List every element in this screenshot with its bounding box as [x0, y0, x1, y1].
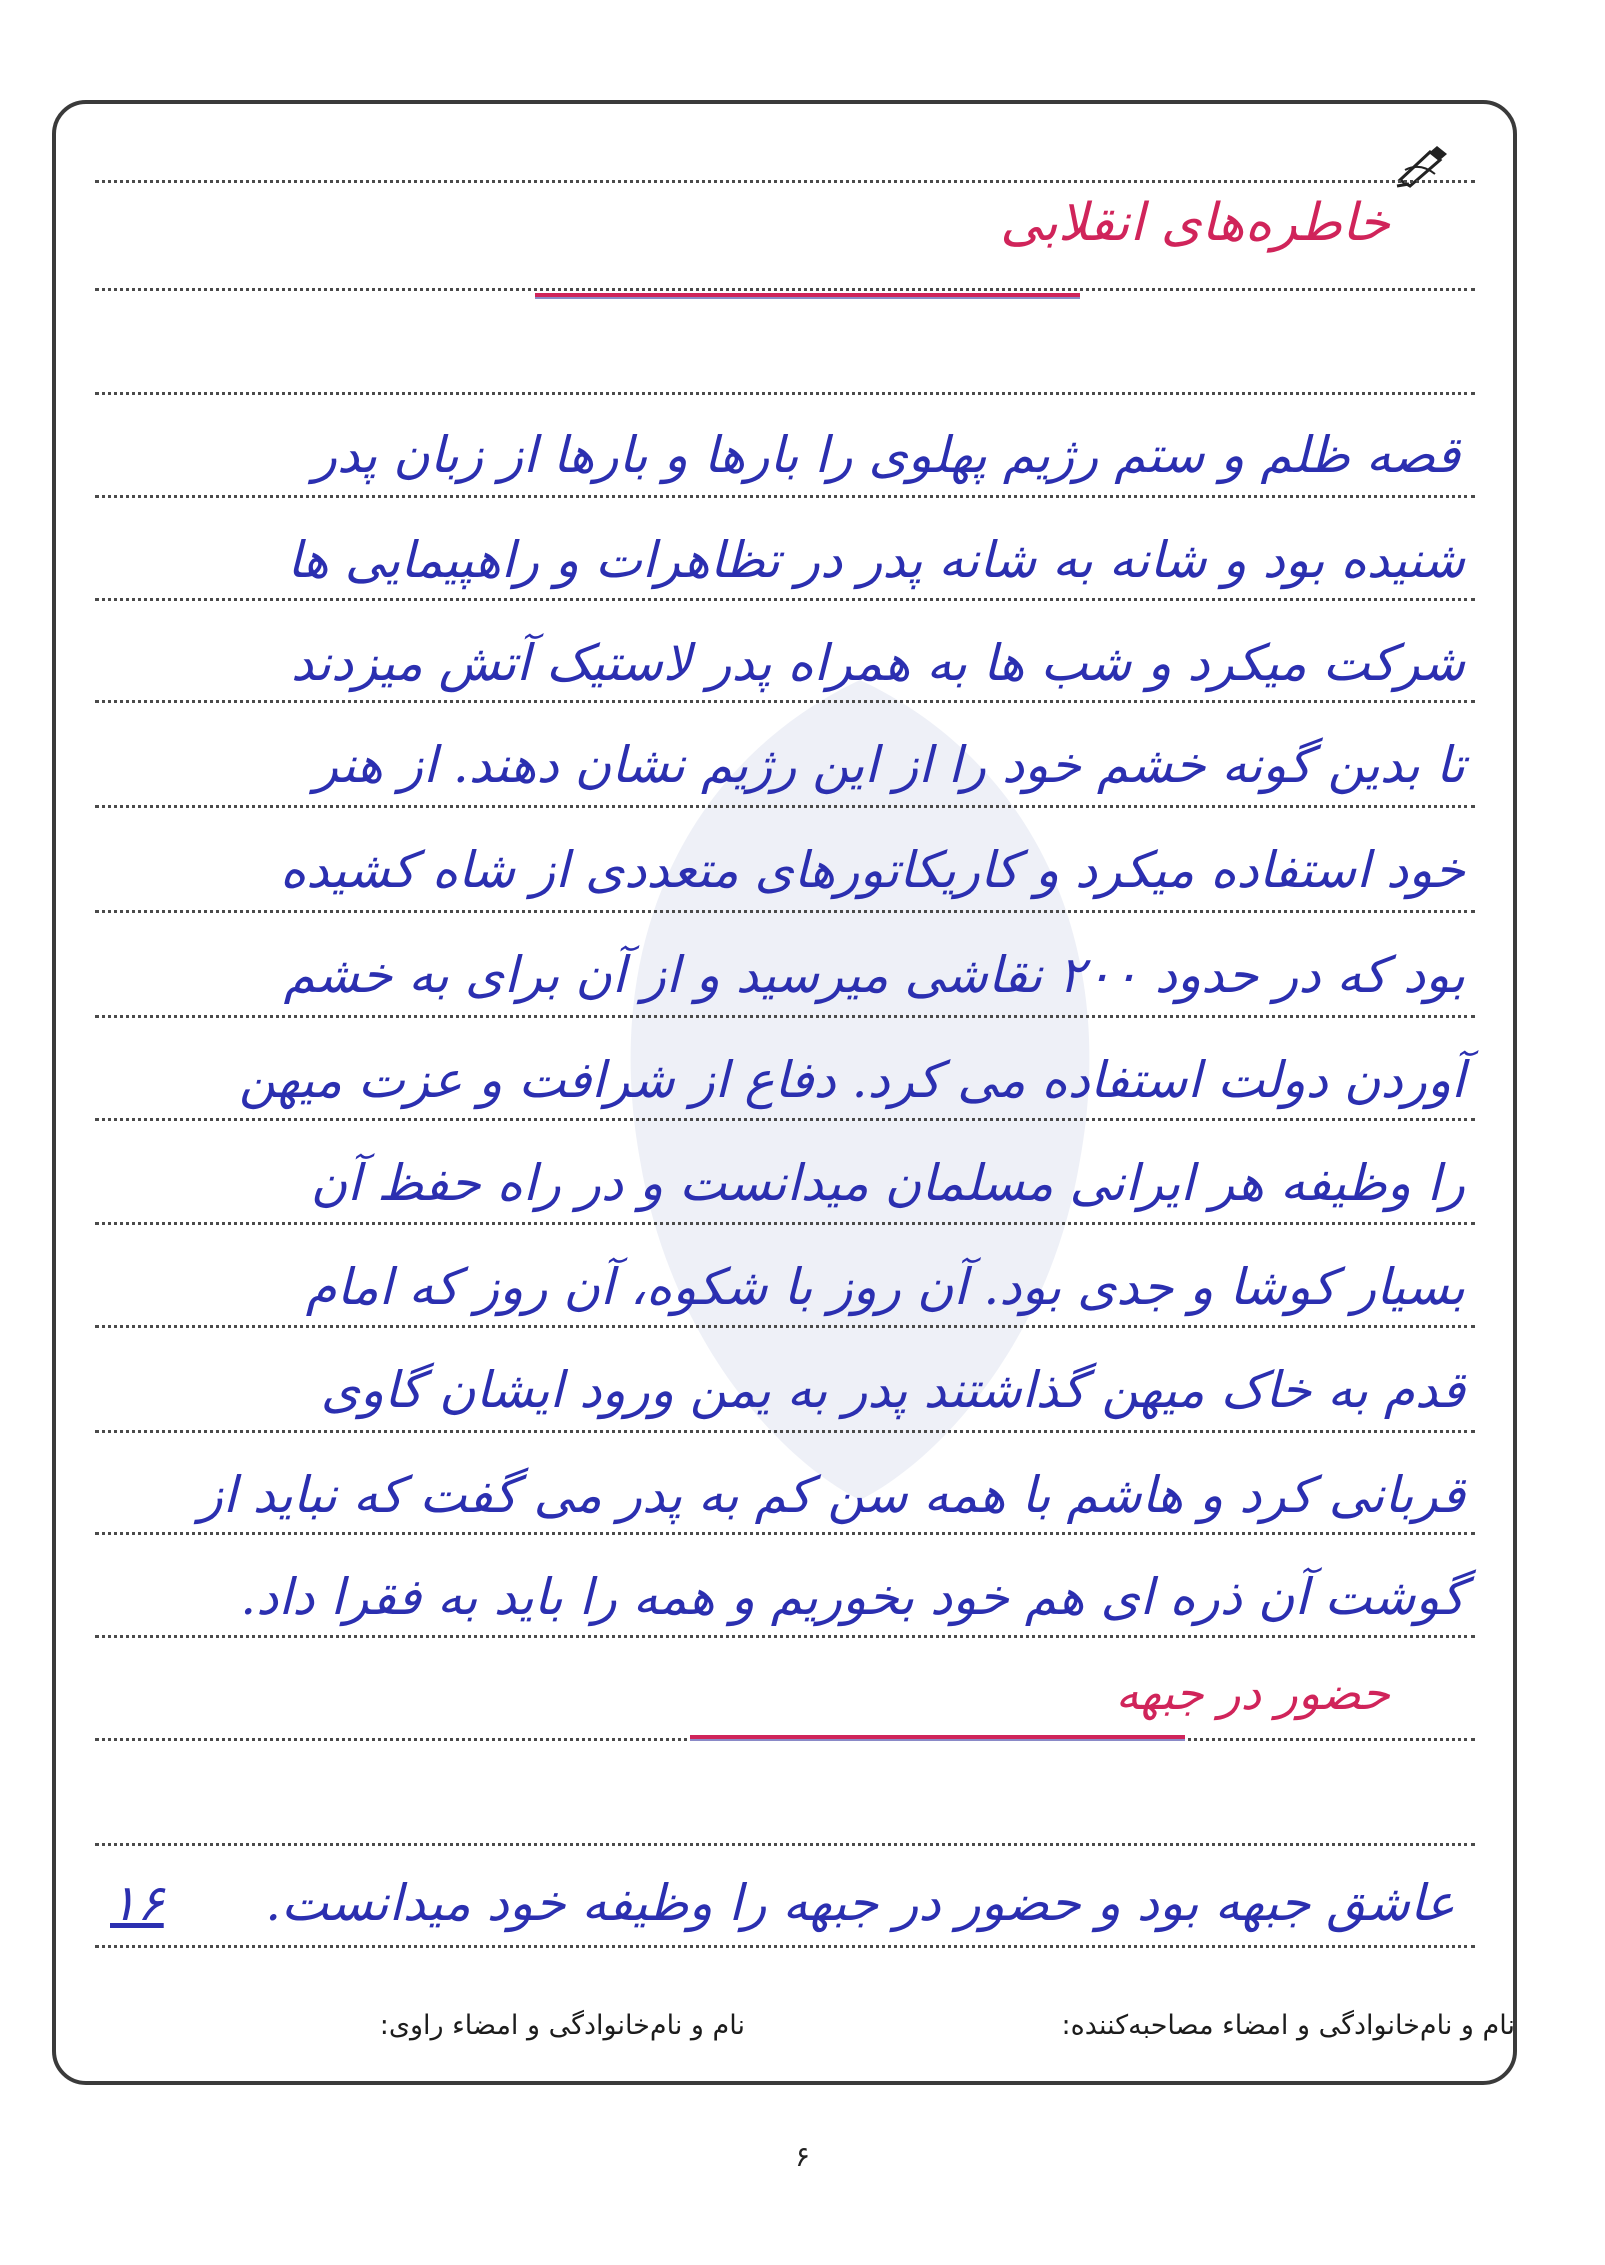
paragraph-line: تا بدین گونه خشم خود را از این رژیم نشان دهند. از هنر [313, 736, 1465, 794]
paragraph-line: خود استفاده میکرد و کاریکاتورهای متعددی از شاه کشیده [279, 841, 1465, 899]
paragraph-line: گوشت آن ذره ای هم خود بخوریم و همه را باید به فقرا داد. [240, 1568, 1465, 1626]
closing-line: عاشق جبهه بود و حضور در جبهه را وظیفه خود میدانست. [265, 1874, 1455, 1932]
paragraph-line: آوردن دولت استفاده می کرد. دفاع از شرافت و عزت میهن [239, 1051, 1465, 1109]
ruled-line [95, 495, 1475, 498]
ruled-line [95, 1635, 1475, 1638]
ruled-line [95, 910, 1475, 913]
section-heading: حضور در جبهه [1115, 1666, 1390, 1720]
paragraph-line: قدم به خاک میهن گذاشتند پدر به یمن ورود ایشان گاوی [320, 1361, 1465, 1419]
page-heading: خاطره‌های انقلابی [1000, 193, 1390, 253]
ruled-line [95, 1325, 1475, 1328]
ruled-line [95, 700, 1475, 703]
ruled-line [95, 1430, 1475, 1433]
signature-interviewer-label: نام و نام‌خانوادگی و امضاء مصاحبه‌کننده: [1061, 2010, 1515, 2041]
closing-number: ۱۶ [110, 1874, 164, 1932]
signature-narrator-label: نام و نام‌خانوادگی و امضاء راوی: [379, 2010, 745, 2041]
paragraph-line: بسیار کوشا و جدی بود. آن روز با شکوه، آن روز که امام [305, 1258, 1465, 1316]
paragraph-line: قصه ظلم و ستم رژیم پهلوی را بارها و بارها از زبان پدر [312, 426, 1460, 484]
ruled-line [95, 1222, 1475, 1225]
ruled-line [95, 1015, 1475, 1018]
paragraph-line: بود که در حدود ۲۰۰ نقاشی میرسید و از آن برای به خشم [283, 946, 1465, 1004]
ruled-line [95, 180, 1475, 183]
page-number: ۶ [794, 2140, 811, 2173]
ruled-line [95, 1532, 1475, 1535]
ruled-line [95, 1945, 1475, 1948]
paragraph-line: قربانی کرد و هاشم با همه سن کم به پدر می گفت که نباید از [198, 1466, 1465, 1524]
paragraph-line: را وظیفه هر ایرانی مسلمان میدانست و در راه حفظ آن [310, 1154, 1465, 1212]
section-heading-underline [690, 1735, 1185, 1741]
heading-underline [535, 293, 1080, 299]
ruled-line [95, 1118, 1475, 1121]
ruled-line [95, 598, 1475, 601]
ruled-line [95, 392, 1475, 395]
ruled-line [95, 1843, 1475, 1846]
paragraph-line: شنیده بود و شانه به شانه پدر در تظاهرات و راهپیمایی ها [287, 531, 1465, 589]
ruled-line [95, 805, 1475, 808]
paragraph-line: شرکت میکرد و شب ها به همراه پدر لاستیک آتش میزدند [290, 634, 1465, 692]
ruled-line [95, 288, 1475, 291]
